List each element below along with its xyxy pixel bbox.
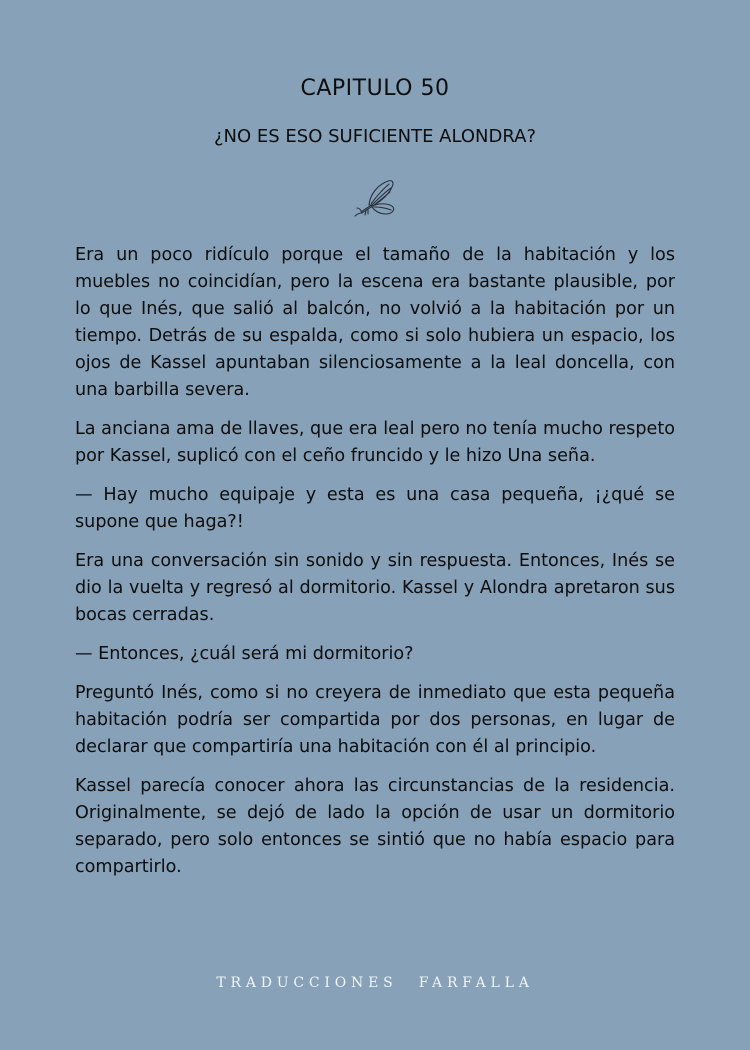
- paragraph: La anciana ama de llaves, que era leal pero no tenía mucho respeto por Kassel, suplicó con el ceño fruncido y le hizo Una seña.: [75, 419, 675, 466]
- chapter-title: CAPITULO 50: [300, 76, 450, 101]
- paragraph: Preguntó Inés, como si no creyera de inmediato que esta pequeña habitación podría ser compartida por dos personas, en lugar de declarar que compartiría una habitación con él al principio.: [75, 683, 675, 757]
- chapter-body: [75, 242, 675, 893]
- paragraph: Era una conversación sin sonido y sin respuesta. Entonces, Inés se dio la vuelta y regresó al dormitorio. Kassel y Alondra apretaron sus bocas cerradas.: [75, 551, 675, 625]
- dialogue-line: — Hay mucho equipaje y esta es una casa pequeña, ¡¿qué se supone que haga?!: [75, 485, 675, 532]
- paragraph: Era un poco ridículo porque el tamaño de la habitación y los muebles no coincidían, pero la escena era bastante plausible, por lo que Inés, que salió al balcón, no volvió a la habitación por un tiempo. Detrás de su espalda, como si solo hubiera un espacio, los ojos de Kassel apuntaban silenciosamente a la leal doncella, con una barbilla severa.: [75, 245, 675, 400]
- translator-credit: TRADUCCIONES FARFALLA: [216, 975, 534, 991]
- chapter-subtitle: ¿NO ES ESO SUFICIENTE ALONDRA?: [213, 126, 537, 147]
- butterfly-icon: [351, 178, 397, 220]
- paragraph: Kassel parecía conocer ahora las circunstancias de la residencia. Originalmente, se dejó de lado la opción de usar un dormitorio separado, pero solo entonces se sintió que no había espacio para compartirlo.: [75, 776, 675, 877]
- dialogue-line: — Entonces, ¿cuál será mi dormitorio?: [75, 644, 414, 664]
